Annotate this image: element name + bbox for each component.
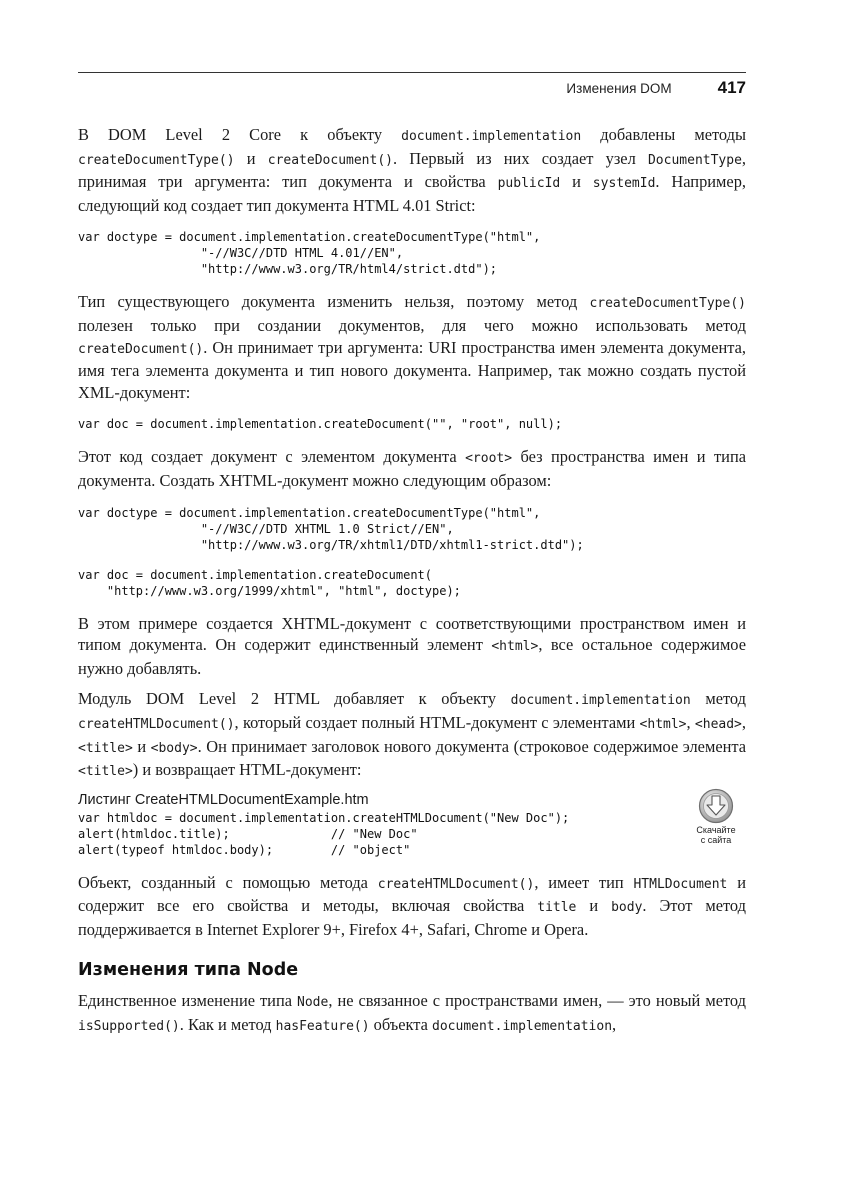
text-run: добавлены методы xyxy=(581,125,746,144)
code-block-2: var doc = document.implementation.createDocument("", "root", null); xyxy=(78,417,563,432)
text-run: , не связанное с пространствами имен, — это новый метод xyxy=(328,991,746,1011)
download-arrow-icon xyxy=(698,788,734,824)
listing xyxy=(78,792,746,858)
inline-code: <html> xyxy=(639,716,687,732)
text-run: , xyxy=(741,712,746,732)
text-run: Единственное изменение типа xyxy=(78,991,298,1011)
text-run: без пространства имен и типа документа. Создать XHTML-документ можно следующим образом: xyxy=(78,447,746,490)
inline-code: publicId xyxy=(497,176,561,192)
inline-code: document.implementation xyxy=(401,129,582,144)
text-run: , имеет тип xyxy=(534,872,634,892)
text-run: , который создает полный HTML-документ с элементами xyxy=(234,712,640,732)
text-run: Тип существующего документа изменить нельзя, поэтому метод xyxy=(78,292,590,312)
inline-code: systemId xyxy=(592,176,656,192)
page-content xyxy=(78,124,746,1047)
inline-code: hasFeature() xyxy=(275,1019,370,1035)
paragraph-1 xyxy=(78,124,746,216)
text-run: . Этот метод поддерживается в Internet Explorer 9+, Firefox 4+, Safari, Chrome и Opera. xyxy=(78,896,746,939)
listing-title: Листинг CreateHTMLDocumentExample.htm xyxy=(78,791,369,808)
inline-code: isSupported() xyxy=(78,1019,180,1035)
text-run: В DOM Level 2 Core к объекту xyxy=(78,125,402,144)
header-rule xyxy=(78,72,746,73)
text-run: В этом примере создается XHTML-документ с соответствующими пространством имен и типом документа. Он содержит единственный элемент xyxy=(78,613,746,655)
text-run: и xyxy=(560,172,593,192)
inline-code: <body> xyxy=(150,740,198,756)
text-run: , xyxy=(612,1015,617,1035)
paragraph-7 xyxy=(78,990,746,1037)
text-run: ) и возвращает HTML-документ: xyxy=(132,760,362,780)
inline-code: title xyxy=(537,900,577,916)
inline-code: createDocumentType() xyxy=(589,296,746,312)
paragraph-4 xyxy=(78,613,746,680)
text-run: . Как и метод xyxy=(179,1015,276,1035)
text-run: Объект, созданный с помощью метода xyxy=(78,872,378,892)
download-label-line-1: Скачайте xyxy=(696,824,736,835)
text-run: объекта xyxy=(369,1015,433,1035)
text-run: , все остальное содержимое нужно добавлять. xyxy=(78,635,746,678)
text-run: . Первый из них создает узел xyxy=(392,148,648,168)
text-run: полезен только при создании документов, для чего можно использовать метод xyxy=(78,315,746,335)
text-run: . Он принимает заголовок нового документа (строковое содержимое элемента xyxy=(197,736,747,756)
text-run: и содержит все его свойства и методы, включая свойства xyxy=(78,872,746,916)
inline-code: createDocument() xyxy=(267,152,393,168)
download-from-site-button[interactable] xyxy=(686,788,746,845)
code-block-1: var doctype = document.implementation.createDocumentType("html", "-//W3C//DTD HTML 4.01//EN", "http://www.w3.org/TR/html4/strict.dtd"); xyxy=(78,230,541,277)
download-label-line-2: с сайта xyxy=(700,834,732,845)
inline-code: <html> xyxy=(491,639,539,655)
paragraph-2 xyxy=(78,291,746,403)
inline-code: DocumentType xyxy=(647,152,742,168)
text-run: Этот код создает документ с элементом документа xyxy=(78,447,466,467)
inline-code: createDocument() xyxy=(78,341,204,357)
inline-code: Node xyxy=(297,995,329,1011)
page-number: 417 xyxy=(717,78,746,97)
inline-code: document.implementation xyxy=(510,693,691,709)
code-block-3: var doctype = document.implementation.createDocumentType("html", "-//W3C//DTD XHTML 1.0 Strict//EN", "http://www.w3.org/TR/xhtml1/DTD/xhtml1-strict.dtd"); xyxy=(78,505,584,552)
text-run: и xyxy=(576,896,612,916)
inline-code: <title> xyxy=(78,764,133,780)
section-heading: Изменения типа Node xyxy=(78,960,299,981)
text-run: и xyxy=(234,148,268,168)
inline-code: document.implementation xyxy=(432,1019,613,1035)
running-header-title: Изменения DOM xyxy=(566,81,672,96)
inline-code: body xyxy=(611,900,643,916)
running-header xyxy=(566,78,746,98)
inline-code: <head> xyxy=(694,716,742,732)
inline-code: createHTMLDocument() xyxy=(377,876,535,892)
text-run: , xyxy=(686,712,695,732)
text-run: , принимая три аргумента: тип документа и свойства xyxy=(78,148,747,192)
download-label xyxy=(686,825,746,845)
paragraph-6 xyxy=(78,872,746,941)
paragraph-5 xyxy=(78,688,746,782)
text-run: . Он принимает три аргумента: URI пространства имен элемента документа, имя тега элемента документа и тип нового документа. Например, так можно создать пустой XML-документ: xyxy=(78,337,746,402)
inline-code: <title> xyxy=(78,740,133,756)
text-run: и xyxy=(132,736,151,756)
listing-code: var htmldoc = document.implementation.createHTMLDocument("New Doc"); alert(htmldoc.title); // "New Doc" alert(typeof htmldoc.body); // "object" xyxy=(78,810,570,857)
text-run: метод xyxy=(690,689,746,709)
inline-code: createHTMLDocument() xyxy=(78,716,235,732)
code-block-4: var doc = document.implementation.createDocument( "http://www.w3.org/1999/xhtml", "html", doctype); xyxy=(78,567,461,598)
inline-code: createDocumentType() xyxy=(78,152,235,168)
text-run: Модуль DOM Level 2 HTML добавляет к объекту xyxy=(78,689,511,709)
paragraph-3 xyxy=(78,446,746,491)
text-run: . Например, следующий код создает тип документа HTML 4.01 Strict: xyxy=(78,172,746,215)
inline-code: <root> xyxy=(465,451,513,467)
inline-code: HTMLDocument xyxy=(633,876,728,892)
